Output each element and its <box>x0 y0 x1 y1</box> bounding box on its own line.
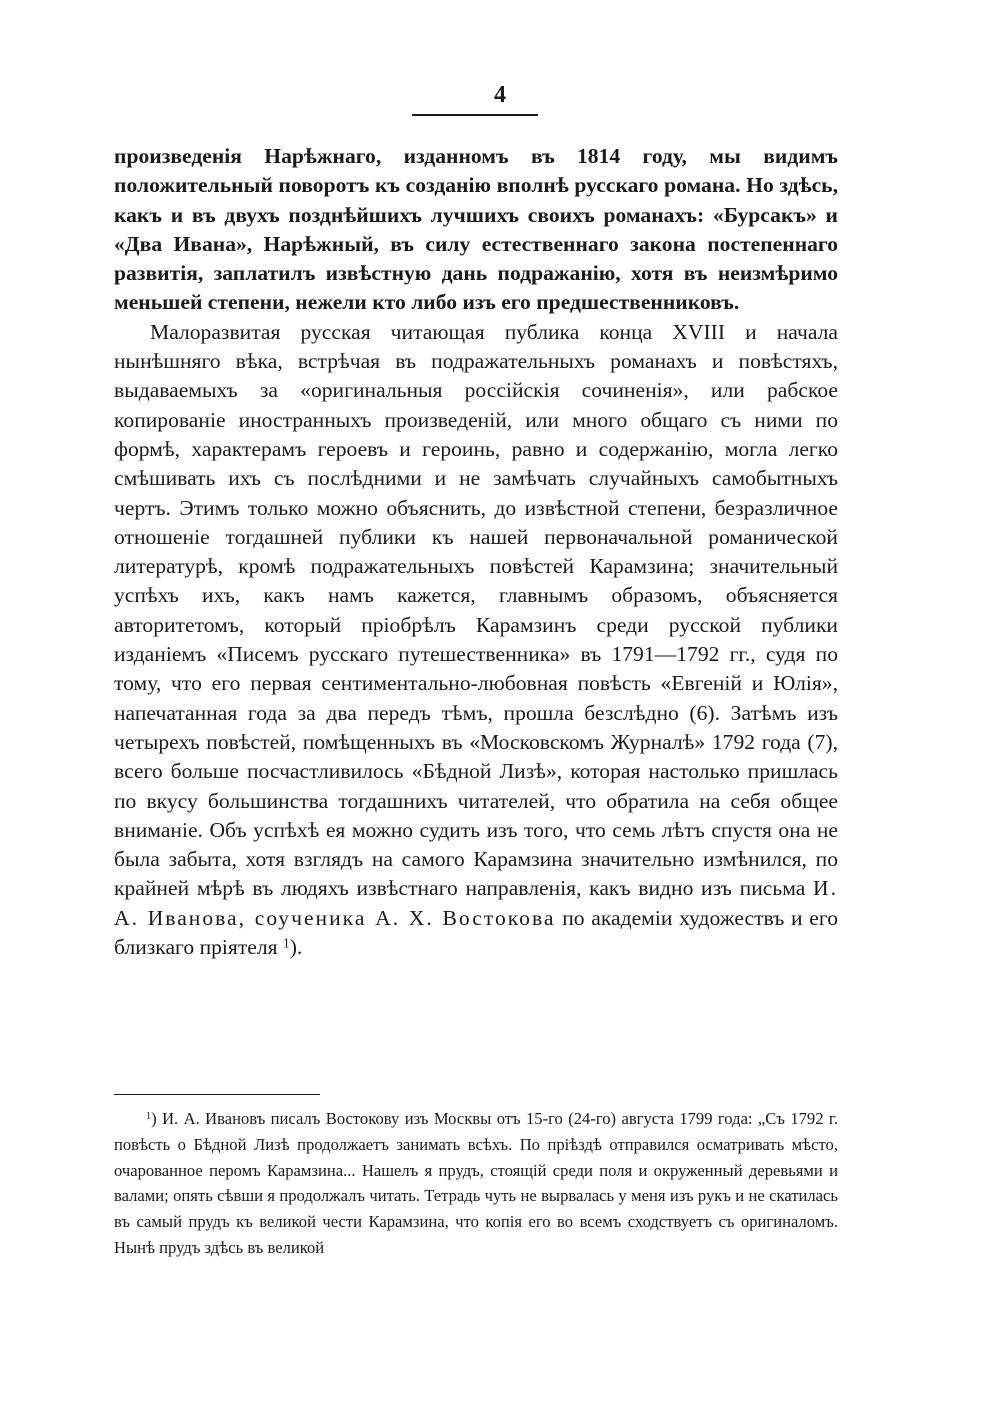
footnote <box>114 1106 838 1261</box>
footnote-rule <box>114 1094 320 1095</box>
paragraph-main <box>114 318 838 963</box>
paragraph-main-text: Малоразвитая русская читающая публика конца XVIII и начала нынѣшняго вѣка, встрѣчая въ подражательныхъ романахъ и повѣстяхъ, выдаваемыхъ за «оригинальныя россійскія сочиненія», или рабское копированіе иностранныхъ произведеній, или много общаго съ ними по формѣ, характерамъ героевъ и героинь, равно и содержанію, могла легко смѣшивать ихъ съ послѣдними и не замѣчать случайныхъ самобытныхъ чертъ. Этимъ только можно объяснить, до извѣстной степени, безразличное отношеніе тогдашней публики къ нашей первоначальной романической литературѣ, кромѣ подражательныхъ повѣстей Карамзина; значительный успѣхъ ихъ, какъ намъ кажется, главнымъ образомъ, объясняется авторитетомъ, который пріобрѣлъ Карамзинъ среди русской публики изданіемъ «Писемъ русскаго путешественника» въ 1791—1792 гг., судя по тому, что его первая сентиментально-любовная повѣсть «Евгеній и Юлія», напечатанная года за два передъ тѣмъ, прошла безслѣдно (6). Затѣмъ изъ четырехъ повѣстей, помѣщенныхъ въ «Московскомъ Журналѣ» 1792 года (7), всего больше посчастливилось «Бѣдной Лизѣ», которая настолько пришлась по вкусу большинства тогдашнихъ читателей, что обратила на себя общее вниманіе. Объ успѣхѣ ея можно судить изъ того, что семь лѣтъ спустя она не была забыта, хотя взглядъ на самого Карамзина значительно измѣнился, по крайней мѣрѣ въ людяхъ извѣстнаго направленія, какъ видно изъ письма <box>114 319 838 901</box>
spaced-names: И. А. Иванова, соученика А. Х. Востокова <box>114 876 838 930</box>
footnote-marker: 1 <box>146 1110 152 1122</box>
footnote-reference[interactable]: 1 <box>283 935 290 951</box>
footnote-marker-close: ) <box>151 1109 157 1128</box>
footnote-text: И. А. Ивановъ писалъ Востокову изъ Москвы отъ 15-го (24-го) августа 1799 года: „Съ 1792 г. повѣсть о Бѣдной Лизѣ продолжаетъ занимать всѣхъ. По пріѣздѣ отправился осматривать мѣсто, очарованное перомъ Карамзина... Нашелъ я прудъ, стоящій среди поля и окруженный деревьями и валами; опять сѣвши я продолжалъ читать. Тетрадь чуть не вырвалась у меня изъ рукъ и не скатилась въ самый прудъ къ великой чести Карамзина, что копія его во всемъ сходствуетъ съ оригиналомъ. Нынѣ прудъ здѣсь въ великой <box>114 1109 839 1257</box>
footnote-paragraph <box>114 1106 838 1261</box>
paragraph-continued: произведенія Нарѣжнаго, изданномъ въ 1814 году, мы видимъ положительный поворотъ къ созданію вполнѣ русскаго романа. Но здѣсь, какъ и въ двухъ позднѣйшихъ лучшихъ своихъ романахъ: «Бурсакъ» и «Два Ивана», Нарѣжный, въ силу естественнаго закона постепеннаго развитія, заплатилъ извѣстную дань подражанію, хотя въ неизмѣримо меньшей степени, нежели кто либо изъ его предшественниковъ. <box>114 144 838 315</box>
header-rule <box>412 114 538 116</box>
paragraph-main-close: ). <box>289 935 303 960</box>
body-text <box>114 142 838 962</box>
paragraph-main-end: по академіи художествъ и его близкаго пріятеля <box>114 905 838 960</box>
page-number: 4 <box>494 82 506 108</box>
